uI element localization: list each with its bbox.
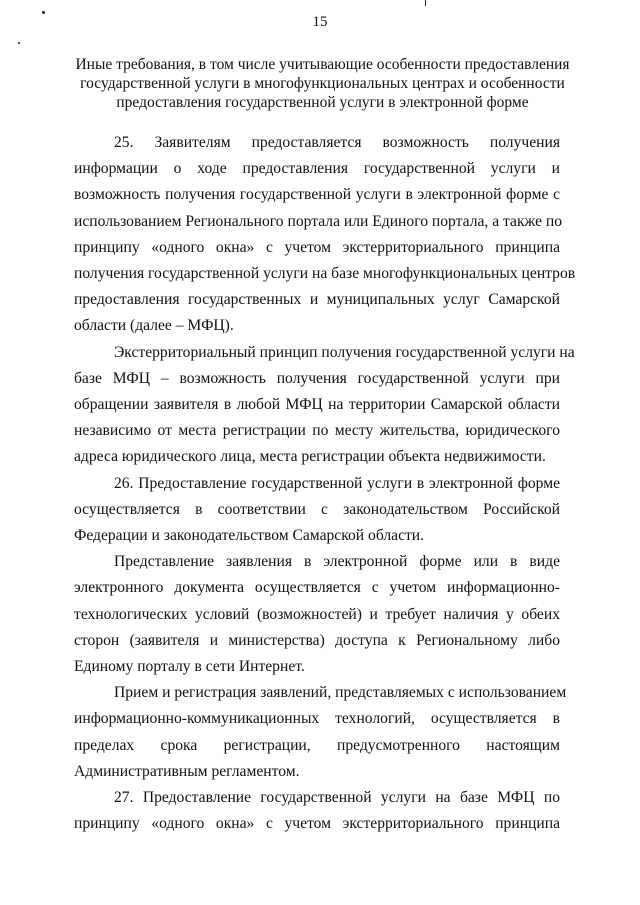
heading-line: государственной услуги в многофункциональных центрах и особенности bbox=[80, 75, 565, 92]
document-body bbox=[74, 130, 576, 837]
paragraph bbox=[74, 130, 576, 340]
paragraph-line: 27. Предоставление государственной услуги на базе МФЦ по bbox=[114, 789, 560, 807]
paragraph-line: возможность получения государственной услуги в электронной форме с bbox=[74, 186, 560, 204]
paragraph-line: принципу «одного окна» с учетом экстерриториального принципа bbox=[74, 815, 560, 833]
paragraph bbox=[74, 340, 575, 471]
paragraph-line: пределах срока регистрации, предусмотренного настоящим bbox=[74, 736, 560, 754]
scan-speck bbox=[18, 42, 20, 44]
paragraph-line: информации о ходе предоставления государственной услуги и bbox=[74, 160, 560, 178]
section-heading bbox=[60, 55, 585, 112]
paragraph-line: информационно-коммуникационных технологий, осуществляется в bbox=[74, 710, 560, 728]
heading-line: Иные требования, в том числе учитывающие особенности предоставления bbox=[75, 56, 570, 73]
paragraph-line: получения государственной услуги на базе многофункциональных центров bbox=[74, 265, 576, 283]
paragraph-line: Единому порталу в сети Интернет. bbox=[74, 658, 305, 676]
paragraph-line: базе МФЦ – возможность получения государственной услуги при bbox=[74, 369, 560, 387]
paragraph bbox=[74, 549, 560, 680]
paragraph bbox=[74, 680, 567, 785]
paragraph-line: 26. Предоставление государственной услуги в электронной форме bbox=[114, 474, 560, 492]
paragraph-line: 25. Заявителям предоставляется возможность получения bbox=[114, 134, 560, 151]
paragraph-line: электронного документа осуществляется с учетом информационно- bbox=[74, 579, 560, 597]
paragraph bbox=[74, 471, 560, 550]
paragraph-line: обращении заявителя в любой МФЦ на территории Самарской области bbox=[74, 396, 560, 414]
paragraph-line: Административным регламентом. bbox=[74, 762, 300, 780]
paragraph-line: области (далее – МФЦ). bbox=[74, 317, 234, 335]
paragraph-line: предоставления государственных и муниципальных услуг Самарской bbox=[74, 291, 560, 309]
paragraph-line: использованием Регионального портала или Единого портала, а также по bbox=[74, 212, 563, 230]
paragraph-line: Экстерриториальный принцип получения государственной услуги на bbox=[114, 343, 575, 361]
paragraph-line: независимо от места регистрации по месту жительства, юридического bbox=[74, 422, 560, 440]
paragraph-line: адреса юридического лица, места регистрации объекта недвижимости. bbox=[74, 448, 546, 466]
paragraph-line: Прием и регистрация заявлений, представляемых с использованием bbox=[114, 684, 567, 702]
paragraph-line: Представление заявления в электронной форме или в виде bbox=[114, 553, 560, 571]
paragraph-line: осуществляется в соответствии с законодательством Российской bbox=[74, 500, 560, 518]
paragraph-line: технологических условий (возможностей) и требует наличия у обеих bbox=[74, 605, 560, 623]
heading-line: предоставления государственной услуги в электронной форме bbox=[116, 94, 529, 111]
paragraph-line: принципу «одного окна» с учетом экстерриториального принципа bbox=[74, 238, 560, 256]
paragraph-line: сторон (заявителя и министерства) доступа к Региональному либо bbox=[74, 631, 560, 649]
paragraph-line: Федерации и законодательством Самарской области. bbox=[74, 527, 425, 545]
scan-speck bbox=[425, 0, 426, 6]
paragraph bbox=[74, 785, 560, 837]
page-number: 15 bbox=[312, 14, 328, 30]
